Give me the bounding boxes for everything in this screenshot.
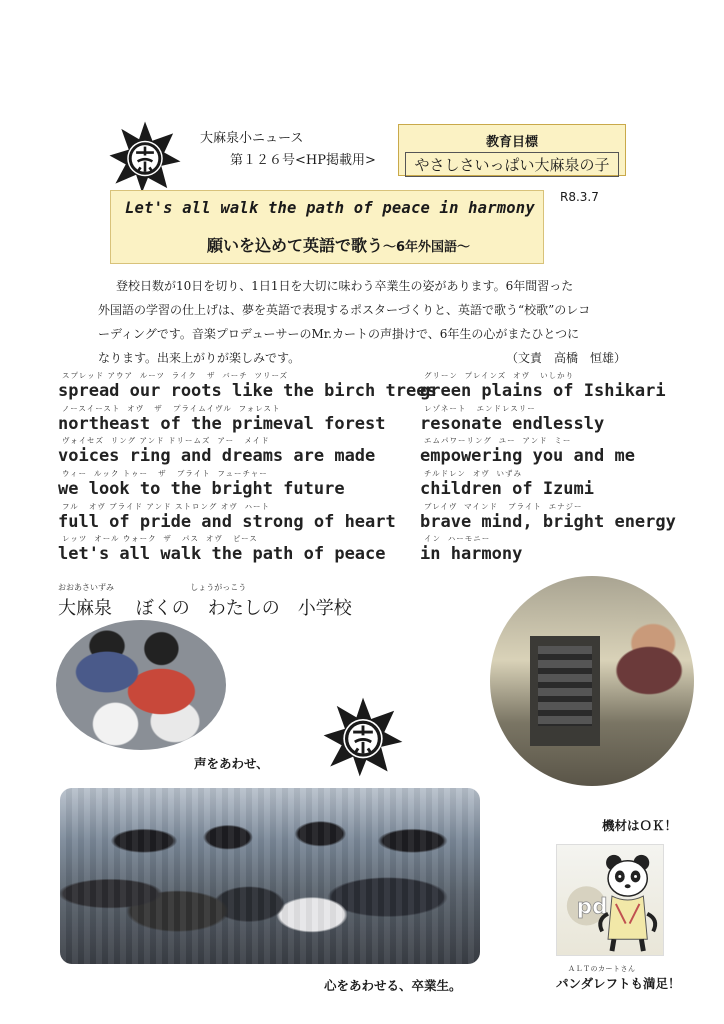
lyric-ruby: ヴォイセズ リング アンド ドリームズ アー メイド — [62, 436, 270, 446]
lyric-text: we look to the bright future — [58, 479, 345, 500]
lyric-ruby: ウィー ルック トゥー ザ ブライト フューチャー — [62, 469, 268, 479]
issue-number: 第１２６号<HP掲載用> — [230, 153, 376, 168]
education-goal-box — [398, 124, 626, 176]
svg-text:pd: pd — [576, 894, 608, 920]
lyric-line — [420, 533, 680, 566]
school-song-line — [58, 582, 352, 620]
title-japanese — [207, 233, 470, 256]
lyric-line — [420, 435, 680, 468]
newsletter-header — [200, 128, 376, 172]
school-line-text: 大麻泉 ぼくの わたしの 小学校 — [58, 598, 352, 619]
lyric-line — [420, 501, 680, 534]
audio-equipment-rack — [530, 636, 600, 746]
school-emblem-icon — [108, 120, 182, 194]
title-japanese-sub: ～6年外国語～ — [383, 240, 471, 255]
lyric-text: children of Izumi — [420, 479, 594, 500]
title-japanese-main: 願いを込めて英語で歌う — [207, 236, 384, 255]
intro-line: なります。出来上がりが楽しみです。 — [98, 351, 301, 365]
lyric-text: resonate endlessly — [420, 413, 605, 434]
intro-line: ーディングです。音楽プロデューサーのMr.カートの声掛けで、6年生の心がまたひとつに — [98, 327, 580, 341]
goal-label: 教育目標 — [485, 135, 538, 150]
goal-text: やさしさいっぱい大麻泉の子 — [405, 152, 619, 177]
graduates-group-photo — [60, 788, 480, 964]
intro-line: 外国語の学習の仕上げは、夢を英語で表現するポスターづくりと、英語で歌う“校歌”のレコ — [98, 303, 591, 317]
article-title-box — [110, 190, 544, 264]
school-emblem-icon — [322, 696, 404, 778]
lyric-ruby: グリーン プレインズ オヴ いしかり — [424, 371, 575, 380]
title-english: Let's all walk the path of peace in harmony — [125, 199, 535, 217]
lyric-line — [58, 533, 408, 566]
lyric-ruby: エムパワーリング ユー アンド ミー — [424, 436, 572, 446]
lyric-line — [420, 370, 680, 403]
school-line-ruby: おおあさいずみ しょうがっこう — [58, 583, 247, 592]
lyric-line — [58, 403, 408, 436]
lyric-text: green plains of Ishikari — [420, 381, 666, 401]
lyric-text: northeast of the primeval forest — [58, 413, 386, 434]
lyrics-right-column — [420, 370, 680, 566]
newsletter-title: 大麻泉小ニュース — [200, 131, 304, 146]
caption-equipment: 機材はＯＫ！ — [602, 818, 678, 833]
lyric-ruby: ブレイヴ マインド ブライト エナジー — [424, 501, 583, 511]
lyric-text: voices ring and dreams are made — [58, 446, 376, 467]
caption-panda-ruby: ＡＬＴのカートさん — [568, 965, 636, 973]
music-producer-photo — [490, 576, 694, 786]
lyric-ruby: フル オヴ ブライド アンド ストロング オヴ ハート — [62, 501, 270, 511]
lyric-line — [58, 468, 408, 501]
caption-graduates: 心をあわせる、卒業生。 — [324, 978, 462, 993]
caption-voice: 声をあわせ、 — [194, 756, 269, 771]
lyric-ruby: ノースイースト オヴ ザ プライムイヴル フォレスト — [62, 403, 281, 413]
lyric-ruby: チルドレン オヴ いずみ — [424, 469, 522, 479]
lyric-text: full of pride and strong of heart — [58, 511, 396, 532]
lyric-ruby: レゾネート エンドレスリー — [424, 403, 536, 413]
caption-panda: パンダレフトも満足！ — [556, 976, 681, 991]
lyric-ruby: スプレッド アウア ルーツ ライク ザ バーチ ツリーズ — [62, 371, 289, 380]
lyric-text: in harmony — [420, 544, 523, 565]
lyric-line — [58, 501, 408, 534]
lyrics-left-column — [58, 370, 437, 566]
lyric-text: brave mind, bright energy — [420, 511, 676, 532]
intro-line: 登校日数が10日を切り、1日1日を大切に味わう卒業生の姿があります。6年間習った — [116, 279, 574, 293]
lyric-text: spread our roots like the birch trees — [58, 381, 437, 401]
students-singing-photo — [56, 620, 226, 750]
lyric-line — [420, 403, 680, 436]
lyric-line — [58, 370, 437, 403]
lyric-ruby: レッツ オール ウォーク ザ パス オヴ ピース — [62, 534, 258, 544]
issue-date: R8.3.7 — [560, 190, 599, 204]
panda-illustration — [556, 844, 664, 956]
lyric-text: let's all walk the path of peace — [58, 544, 386, 565]
intro-paragraph — [98, 274, 638, 370]
lyric-line — [420, 468, 680, 501]
intro-author: （文責 高橋 恒雄） — [505, 351, 626, 365]
lyric-line — [58, 435, 408, 468]
lyric-text: empowering you and me — [420, 446, 635, 467]
lyric-ruby: イン ハーモニー — [424, 534, 491, 544]
